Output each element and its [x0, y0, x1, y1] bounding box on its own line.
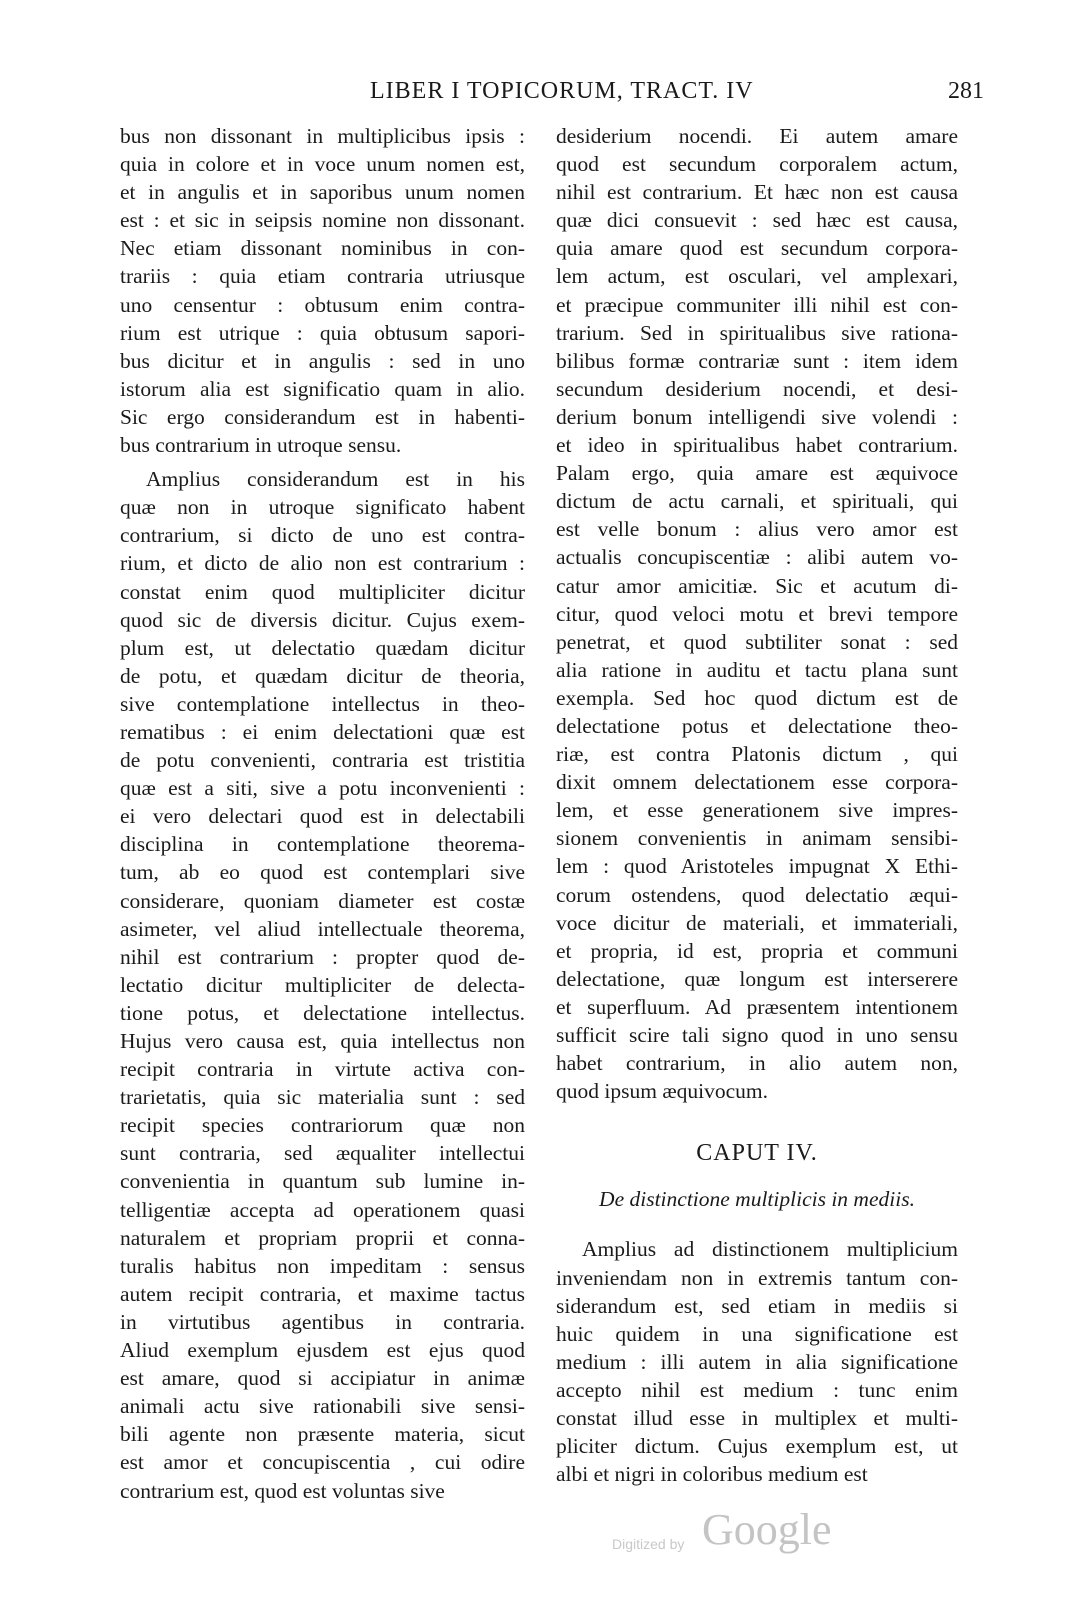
right-paragraph-2 [556, 1235, 958, 1488]
text-line: siderandum est, sed etiam in mediis si [556, 1293, 958, 1318]
text-line: delectatione, quæ longum est interserere [556, 966, 958, 991]
text-line: constat enim quod multipliciter dicitur [120, 579, 525, 604]
text-line: rium, et dicto de alio non est contrarium : [120, 551, 525, 576]
text-line: est amare, quod si accipiatur in animæ [120, 1366, 525, 1391]
right-column [556, 122, 958, 1488]
text-line: animali actu sive rationabili sive sensi- [120, 1394, 525, 1419]
text-line: est : et sic in seipsis nomine non dissonant. [120, 208, 525, 233]
text-line: naturalem et propriam proprii et conna- [120, 1225, 525, 1250]
text-line: nihil est contrarium : propter quod de- [120, 944, 525, 969]
text-line: quæ est a siti, sive a potu inconvenienti : [120, 776, 525, 801]
right-paragraph-1 [556, 122, 958, 1105]
text-line: sionem convenientis in animam sensibi- [556, 826, 958, 851]
text-line: rematibus : ei enim delectationi quæ est [120, 719, 525, 744]
text-line: sive contemplatione intellectus in theo- [120, 691, 525, 716]
text-line: secundum desiderium nocendi, et desi- [556, 376, 958, 401]
text-line: sunt contraria, sed æqualiter intellectui [120, 1141, 525, 1166]
text-line: est amor et concupiscentia , cui odire [120, 1450, 525, 1475]
text-line: tum, ab eo quod est contemplari sive [120, 860, 525, 885]
text-line: inveniendam non in extremis tantum con- [556, 1265, 958, 1290]
text-line: quæ dici consuevit : sed hæc est causa, [556, 208, 958, 233]
text-line: lem : quod Aristoteles impugnat X Ethi- [556, 854, 958, 879]
text-line: et præcipue communiter illi nihil est con- [556, 292, 958, 317]
text-line: dixit omnem delectationem esse corpora- [556, 770, 958, 795]
text-line: et in angulis et in saporibus unum nomen [120, 180, 525, 205]
text-line: Palam ergo, quia amare est æquivoce [556, 461, 958, 486]
text-line: convenientia in quantum sub lumine in- [120, 1169, 525, 1194]
text-line: autem recipit contraria, et maxime tactus [120, 1281, 525, 1306]
running-head [0, 78, 1086, 118]
left-paragraph-2 [120, 465, 525, 1504]
text-line: uno censentur : obtusum enim contra- [120, 292, 525, 317]
text-line: albi et nigri in coloribus medium est [556, 1462, 868, 1487]
text-line: telligentiæ accepta ad operationem quasi [120, 1197, 525, 1222]
text-line: est velle bonum : alius vero amor est [556, 517, 958, 542]
text-line: bili agente non præsente materia, sicut [120, 1422, 525, 1447]
text-line: huic quidem in una significatione est [556, 1321, 958, 1346]
text-line: derium bonum intelligendi sive volendi : [556, 404, 958, 429]
text-line: plum est, ut delectatio quædam dicitur [120, 635, 525, 660]
text-line: quod ipsum æquivocum. [556, 1079, 769, 1104]
text-line: et propria, id est, propria et communi [556, 938, 958, 963]
text-line: de potu, et quædam dicitur de theoria, [120, 663, 525, 688]
google-logo: Google [702, 1505, 832, 1554]
digitized-watermark [612, 1504, 872, 1564]
text-line: catur amor amicitiæ. Sic et acutum di- [556, 573, 958, 598]
text-line: in virtutibus agentibus in contraria. [120, 1309, 525, 1334]
text-line: rium est utrique : quia obtusum sapori- [120, 320, 525, 345]
text-line: delectatione potus et delectatione theo- [556, 713, 958, 738]
page-number: 281 [948, 78, 984, 104]
text-line: lem actum, est osculari, vel amplexari, [556, 264, 958, 289]
text-line: et superfluum. Ad præsentem intentionem [556, 994, 958, 1019]
text-line: lectatio dicitur multipliciter de delecta- [120, 972, 525, 997]
text-line: Amplius considerandum est in his [146, 467, 525, 492]
text-line: asimeter, vel aliud intellectuale theorema, [120, 916, 525, 941]
text-line: recipit species contrariorum quæ non [120, 1113, 525, 1138]
text-line: Sic ergo considerandum est in habenti- [120, 404, 525, 429]
text-line: de potu convenienti, contraria est tristitia [120, 748, 525, 773]
text-line: pliciter dictum. Cujus exemplum est, ut [556, 1434, 958, 1459]
text-line: Nec etiam dissonant nominibus in con- [120, 236, 525, 261]
text-line: recipit contraria in virtute activa con- [120, 1057, 525, 1082]
text-line: trarium. Sed in spiritualibus sive rationa- [556, 320, 958, 345]
text-line: accepto nihil est medium : tunc enim [556, 1377, 958, 1402]
text-line: trariis : quia etiam contraria utriusque [120, 264, 525, 289]
text-line: contrarium est, quod est voluntas sive [120, 1478, 445, 1503]
text-line: exempla. Sed hoc quod dictum est de [556, 685, 958, 710]
text-line: Hujus vero causa est, quia intellectus non [120, 1029, 525, 1053]
text-line: voce dicitur de materiali, et immateriali, [556, 910, 958, 935]
chapter-subtitle: De distinctione multiplicis in mediis. [599, 1187, 915, 1212]
text-line: bus contrarium in utroque sensu. [120, 433, 402, 458]
text-line: riæ, est contra Platonis dictum , qui [556, 742, 958, 767]
text-line: Aliud exemplum ejusdem est ejus quod [120, 1338, 525, 1363]
text-line: habet contrarium, in alio autem non, [556, 1051, 958, 1076]
text-line: quod est secundum corporalem actum, [556, 152, 958, 177]
text-line: et ideo in spiritualibus habet contrarium. [556, 433, 958, 458]
text-line: dictum de actu carnali, et spirituali, qui [556, 489, 958, 514]
running-title: LIBER I TOPICORUM, TRACT. IV [370, 78, 754, 104]
text-line: tione potus, et delectatione intellectus. [120, 1000, 525, 1025]
text-line: ei vero delectari quod est in delectabili [120, 804, 525, 829]
text-line: turalis habitus non impeditam : sensus [120, 1253, 525, 1278]
text-line: considerare, quoniam diameter est costæ [120, 888, 525, 913]
text-line: Amplius ad distinctionem multiplicium [582, 1237, 958, 1262]
text-line: actualis concupiscentiæ : alibi autem vo- [556, 545, 958, 570]
text-line: bus non dissonant in multiplicibus ipsis : [120, 124, 525, 148]
text-line: sufficit scire tali signo quod in uno sensu [556, 1023, 958, 1047]
left-column [120, 122, 525, 1505]
text-line: medium : illi autem in alia significatione [556, 1349, 958, 1374]
text-line: disciplina in contemplatione theorema- [120, 832, 525, 857]
text-line: alia ratione in auditu et tactu plana sunt [556, 657, 958, 682]
text-line: bilibus formæ contrariæ sunt : item idem [556, 348, 958, 373]
text-line: quod sic de diversis dicitur. Cujus exem- [120, 607, 525, 632]
text-line: nihil est contrarium. Et hæc non est causa [556, 180, 958, 205]
text-line: corum ostendens, quod delectatio æqui- [556, 882, 958, 907]
left-paragraph-1 [120, 122, 525, 459]
text-line: desiderium nocendi. Ei autem amare [556, 124, 958, 148]
text-line: quæ non in utroque significato habent [120, 495, 525, 520]
chapter-heading: CAPUT IV. [696, 1140, 818, 1167]
text-line: citur, quod veloci motu et brevi tempore [556, 601, 958, 626]
digitized-by-label: Digitized by [612, 1536, 685, 1552]
text-line: bus dicitur et in angulis : sed in uno [120, 348, 525, 373]
text-line: quia amare quod est secundum corpora- [556, 236, 958, 261]
text-line: penetrat, et quod subtiliter sonat : sed [556, 629, 958, 654]
text-line: quia in colore et in voce unum nomen est, [120, 152, 525, 177]
text-line: trarietatis, quia sic materialia sunt : sed [120, 1085, 525, 1110]
text-line: contrarium, si dicto de uno est contra- [120, 523, 525, 548]
text-line: lem, et esse generationem sive impres- [556, 798, 958, 823]
text-line: istorum alia est significatio quam in alio. [120, 376, 525, 401]
text-line: constat illud esse in multiplex et multi- [556, 1406, 958, 1431]
